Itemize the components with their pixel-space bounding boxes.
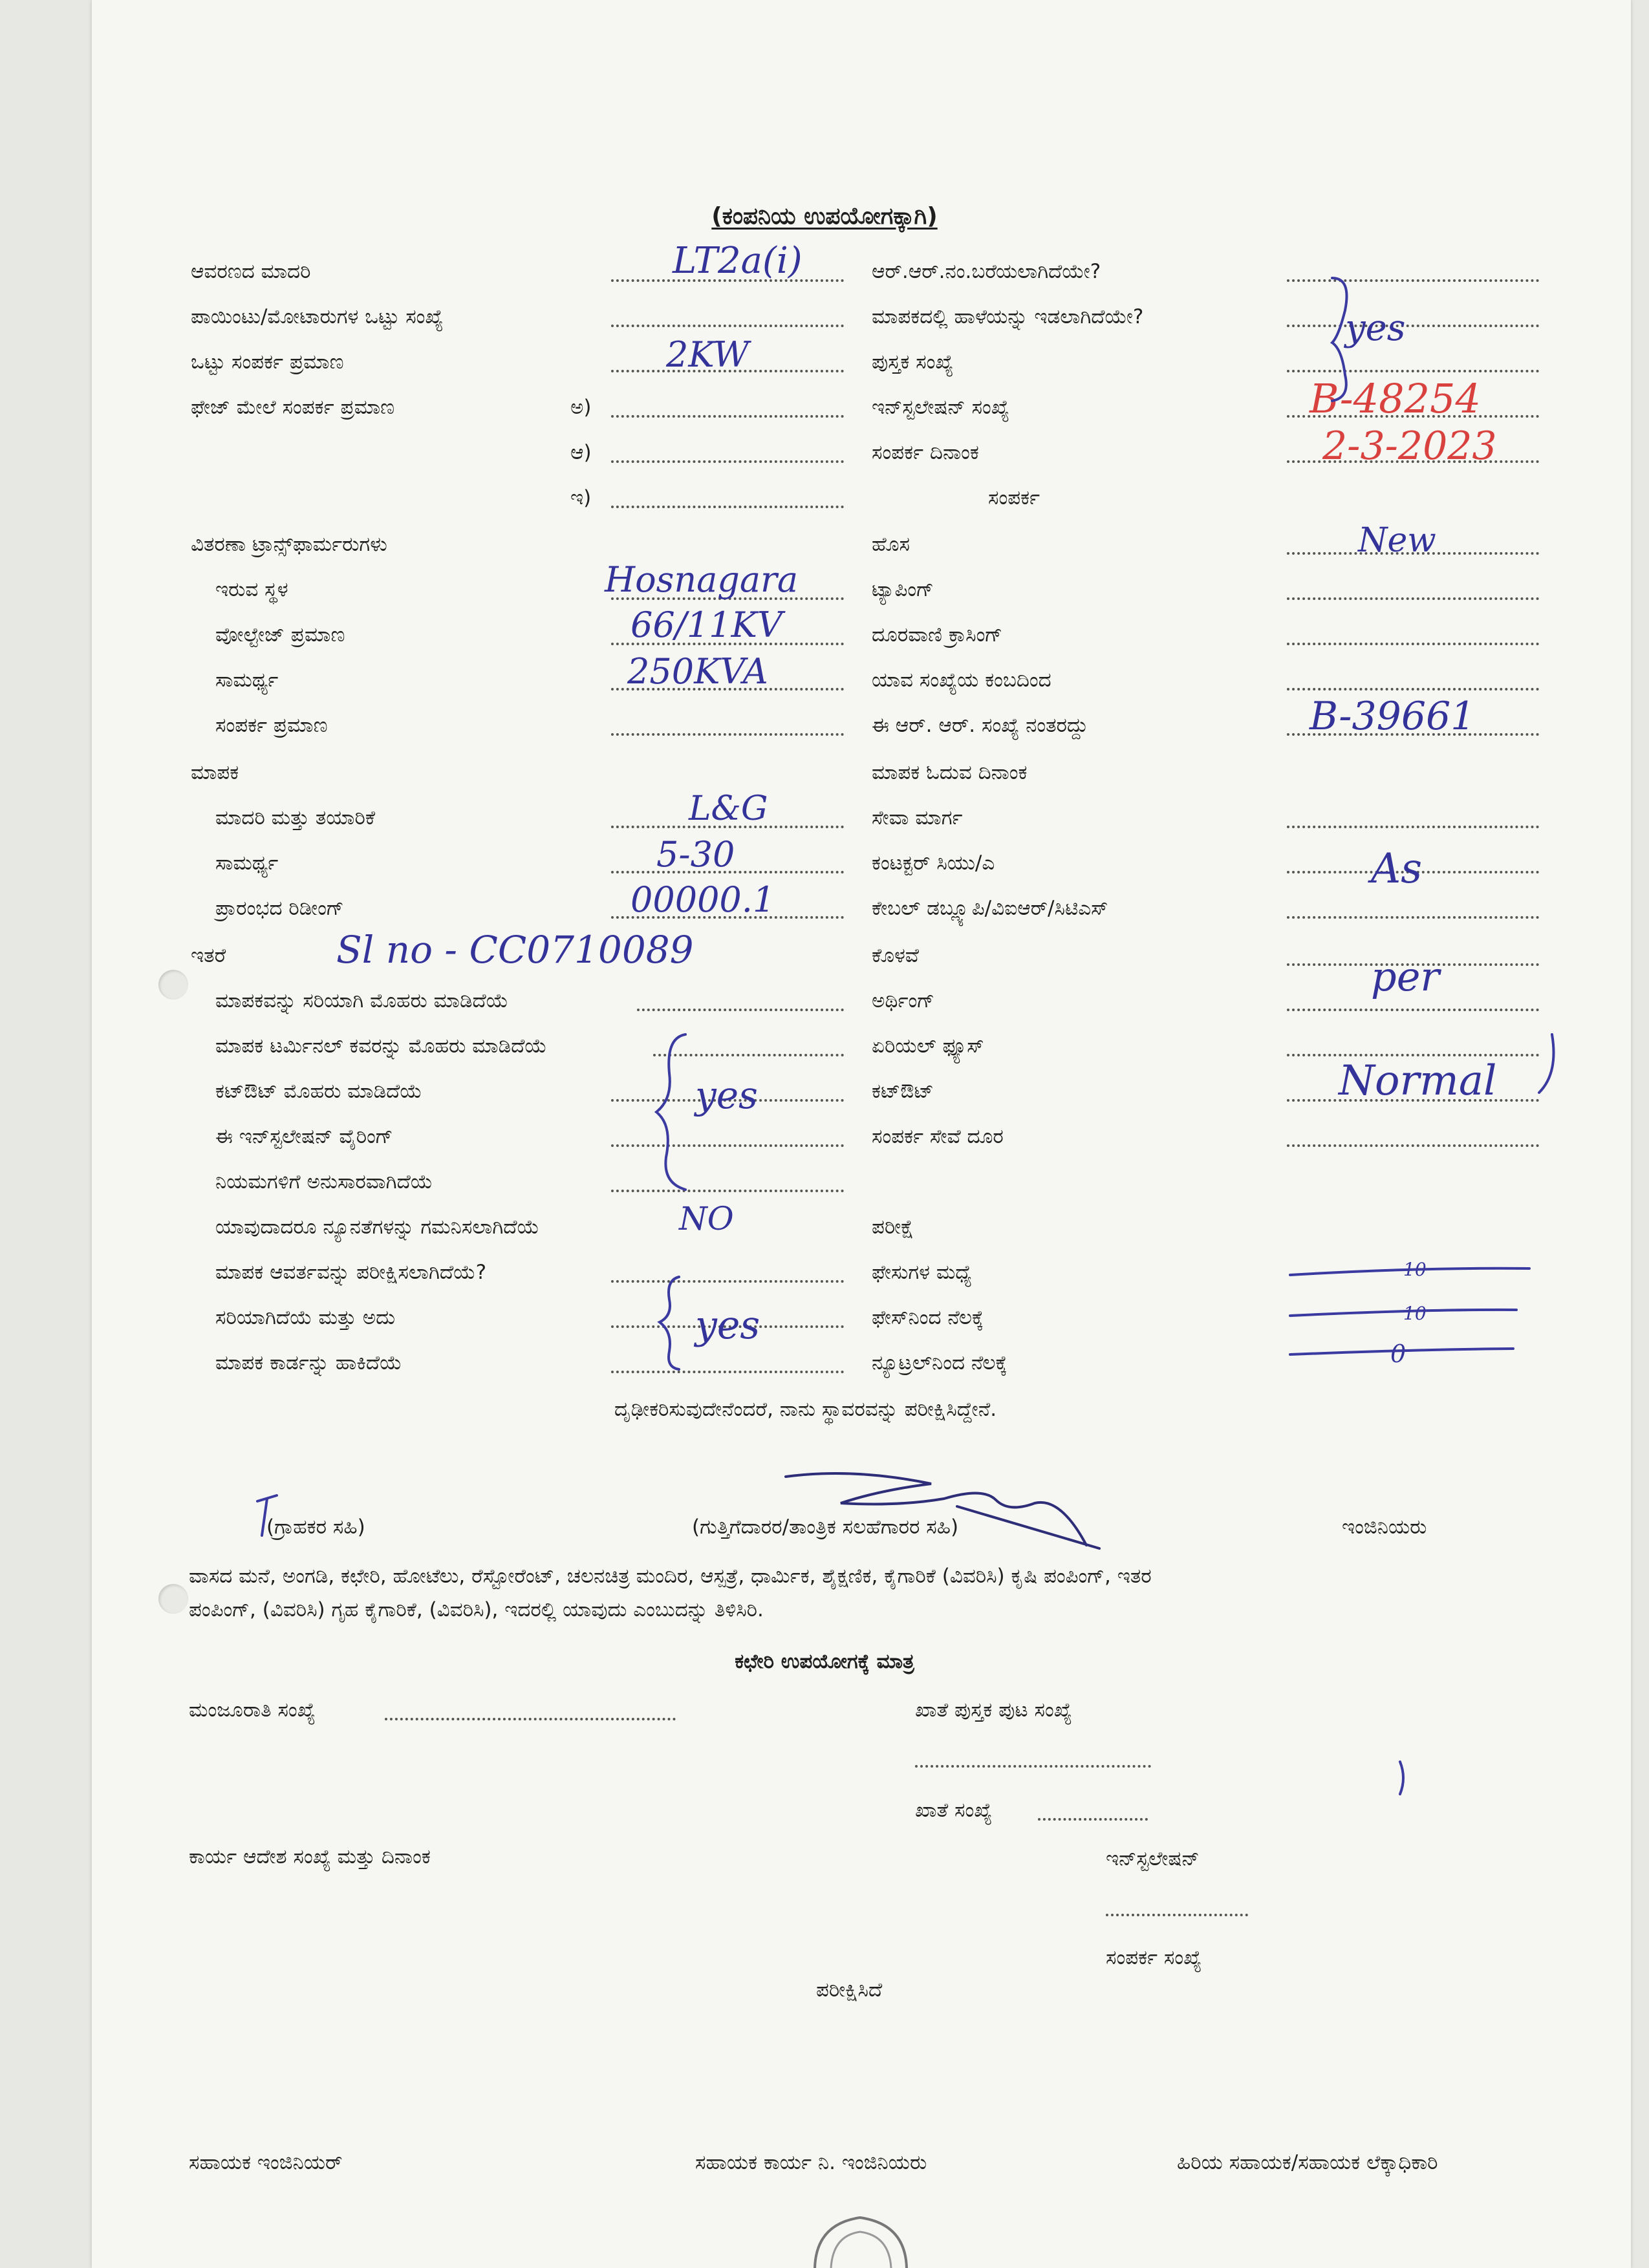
label-ledger-page: ಖಾತೆ ಪುಸ್ತಕ ಪುಟ ಸಂಖ್ಯೆ	[915, 1698, 1072, 1722]
label-installation-no: ಇನ್‌ಸ್ಟಲೇಷನ್ ಸಂಖ್ಯೆ	[872, 396, 1009, 419]
label-after-rr: ಈ ಆರ್. ಆರ್. ಸಂಖ್ಯೆ ನಂತರದ್ದು	[872, 714, 1088, 737]
hw-yes-1: yes	[1345, 307, 1406, 349]
label-connection: ಸಂಪರ್ಕ	[988, 486, 1040, 509]
label-points-total: ಪಾಯಿಂಟು/ಮೋಟಾರುಗಳ ಒಟ್ಟು ಸಂಖ್ಯೆ	[191, 305, 444, 328]
hw-yes-2: yes	[695, 1073, 758, 1117]
hw-tariff: LT2a(i)	[673, 240, 803, 282]
label-terminal-sealed: ಮಾಪಕ ಟರ್ಮಿನಲ್ ಕವರನ್ನು ಮೊಹರು ಮಾಡಿದೆಯೆ	[215, 1034, 547, 1058]
label-rotation-checked: ಮಾಪಕ ಆವರ್ತವನ್ನು ಪರೀಕ್ಷಿಸಲಾಗಿದೆಯೆ?	[215, 1261, 487, 1284]
label-sealed: ಮಾಪಕವನ್ನು ಸರಿಯಾಗಿ ಮೊಹರು ಮಾಡಿದೆಯೆ	[215, 989, 509, 1012]
label-aerial-fuse: ಏರಿಯಲ್ ಫ್ಯೂಸ್	[872, 1034, 984, 1058]
label-as-per-rules: ನಿಯಮಗಳಿಗೆ ಅನುಸಾರವಾಗಿದೆಯೆ	[215, 1170, 433, 1193]
label-between-phases: ಫೇಸುಗಳ ಮಧ್ಯೆ	[872, 1261, 972, 1284]
label-sheet-in-meter: ಮಾಪಕದಲ್ಲಿ ಹಾಳೆಯನ್ನು ಇಡಲಾಗಿದೆಯೇ?	[872, 305, 1144, 328]
hw-initial-reading: 00000.1	[630, 879, 775, 920]
label-voltage: ವೋಲ್ಟೇಜ್ ಪ್ರಮಾಣ	[215, 623, 345, 647]
label-sub-a: ಅ)	[570, 396, 592, 419]
label-neutral-earth: ನ್ಯೂಟ್ರಲ್‌ನಿಂದ ನೆಲಕ್ಕೆ	[872, 1351, 1008, 1375]
label-phase-load: ಫೇಜ್ ಮೇಲೆ ಸಂಪರ್ಕ ಪ್ರಮಾಣ	[191, 396, 395, 419]
label-rr-written: ಆರ್.ಆರ್.ನಂ.ಬರೆಯಲಾಗಿದೆಯೇ?	[872, 260, 1101, 283]
hw-no: NO	[679, 1200, 734, 1237]
hw-as: As	[1371, 845, 1423, 893]
form-title: (ಕಂಪನಿಯ ಉಪಯೋಗಕ್ಕಾಗಿ)	[711, 203, 938, 230]
dotted-line	[1038, 1818, 1148, 1821]
label-sanction-no: ಮಂಜೂರಾತಿ ಸಂಖ್ಯೆ	[189, 1698, 316, 1722]
label-service-distance: ಸಂಪರ್ಕ ಸೇವೆ ದೂರ	[872, 1125, 1004, 1148]
hw-connection-date: 2-3-2023	[1322, 423, 1497, 469]
certify-text: ದೃಢೀಕರಿಸುವುದೇನೆಂದರೆ, ನಾನು ಸ್ಥಾವರವನ್ನು ಪರೀಕ್ಷಿಸಿದ್ದೇನೆ.	[614, 1398, 997, 1421]
hw-after-rr: B-39661	[1310, 694, 1476, 739]
label-pole-no: ಯಾವ ಸಂಖ್ಯೆಯ ಕಂಬದಿಂದ	[872, 669, 1051, 692]
hw-ir-phase-earth: 10	[1403, 1303, 1427, 1324]
label-sub-aa: ಆ)	[570, 441, 592, 464]
label-cutout-sealed: ಕಟ್‌ಔಟ್ ಮೊಹರು ಮಾಡಿದೆಯೆ	[215, 1080, 422, 1103]
hw-total-load: 2KW	[666, 334, 749, 375]
label-connected-load: ಸಂಪರ್ಕ ಪ್ರಮಾಣ	[215, 714, 328, 737]
footer-assistant-engineer: ಸಹಾಯಕ ಇಂಜಿನಿಯರ್	[189, 2151, 343, 2174]
label-total-load: ಒಟ್ಟು ಸಂಪರ್ಕ ಪ್ರಮಾಣ	[191, 350, 344, 374]
hw-normal: Normal	[1339, 1057, 1497, 1105]
label-sub-i: ಇ)	[570, 486, 592, 509]
label-contactor: ಕಂಟಕ್ಟರ್ ಸಿಯು/ಎ	[872, 851, 995, 875]
hw-meter-capacity: 5-30	[656, 834, 735, 875]
hw-ir-phases: 10	[1403, 1259, 1427, 1280]
dotted-line	[1106, 1914, 1248, 1916]
label-wiring: ಈ ಇನ್‌ಸ್ಟಲೇಷನ್ ವೈರಿಂಗ್	[215, 1125, 393, 1148]
label-engineer: ಇಂಜಿನಿಯರು	[1342, 1515, 1427, 1539]
hw-capacity: 250KVA	[627, 651, 768, 692]
hw-location: Hosnagara	[605, 559, 799, 600]
hw-serial-number: Sl no - CC0710089	[336, 928, 694, 972]
office-use-heading: ಕಛೇರಿ ಉಪಯೋಗಕ್ಕೆ ಮಾತ್ರ	[735, 1650, 914, 1673]
label-contractor-signature: (ಗುತ್ತಿಗೆದಾರರ/ತಾಂತ್ರಿಕ ಸಲಹೆಗಾರರ ಸಹಿ)	[692, 1515, 959, 1539]
hw-yes-3: yes	[695, 1303, 760, 1348]
label-reading-date: ಮಾಪಕ ಓದುವ ದಿನಾಂಕ	[872, 761, 1028, 784]
label-meter-capacity: ಸಾಮರ್ಥ್ಯ	[215, 851, 279, 875]
label-book-no: ಪುಸ್ತಕ ಸಂಖ್ಯೆ	[872, 350, 954, 374]
label-test: ಪರೀಕ್ಷೆ	[872, 1215, 914, 1239]
label-tapping: ಟ್ಯಾಪಿಂಗ್	[872, 578, 934, 601]
label-phase-earth: ಫೇಸ್‌ನಿಂದ ನೆಲಕ್ಕೆ	[872, 1306, 984, 1329]
label-initial-reading: ಪ್ರಾರಂಭದ ರಿಡೀಂಗ್	[215, 897, 344, 920]
usage-line-2: ಪಂಪಿಂಗ್, (ವಿವರಿಸಿ) ಗೃಹ ಕೈಗಾರಿಕೆ, (ವಿವರಿಸಿ), ಇದರಲ್ಲಿ ಯಾವುದು ಎಂಬುದನ್ನು ತಿಳಿಸಿರಿ.	[189, 1598, 764, 1621]
label-other: ಇತರೆ	[191, 944, 226, 967]
label-card-fixed: ಮಾಪಕ ಕಾರ್ಡನ್ನು ಹಾಕಿದೆಯೆ	[215, 1351, 402, 1375]
label-installation: ಇನ್‌ಸ್ಟಲೇಷನ್	[1106, 1847, 1200, 1870]
label-defects: ಯಾವುದಾದರೂ ನ್ಯೂನತೆಗಳನ್ನು ಗಮನಿಸಲಾಗಿದೆಯೆ	[215, 1215, 540, 1239]
label-make: ಮಾದರಿ ಮತ್ತು ತಯಾರಿಕೆ	[215, 806, 376, 829]
label-location: ಇರುವ ಸ್ಥಳ	[215, 578, 288, 601]
label-earthing: ಅರ್ಥಿಂಗ್	[872, 989, 935, 1012]
hw-installation-no: B-48254	[1310, 375, 1481, 422]
hw-ir-neutral-earth: 0	[1390, 1340, 1406, 1368]
label-service-route: ಸೇವಾ ಮಾರ್ಗ	[872, 806, 963, 829]
label-consumer-signature: (ಗ್ರಾಹಕರ ಸಹಿ)	[266, 1515, 365, 1539]
hw-make: L&G	[689, 789, 768, 828]
label-connection-no: ಸಂಪರ್ಕ ಸಂಖ್ಯೆ	[1106, 1946, 1202, 1969]
label-new: ಹೊಸ	[872, 533, 910, 556]
label-meter: ಮಾಪಕ	[191, 761, 239, 784]
label-transformers: ವಿತರಣಾ ಟ್ರಾನ್ಸ್‌ಫಾರ್ಮರುಗಳು	[191, 533, 387, 556]
label-account-no: ಖಾತೆ ಸಂಖ್ಯೆ	[915, 1799, 993, 1822]
label-cable: ಕೇಬಲ್ ಡಬ್ಲ್ಯೂಪಿ/ವಿಐಆರ್/ಸಿಟಿಎಸ್	[872, 897, 1108, 920]
usage-line-1: ವಾಸದ ಮನೆ, ಅಂಗಡಿ, ಕಛೇರಿ, ಹೋಟೆಲು, ರೆಸ್ಟೋರೆಂಟ್, ಚಲನಚಿತ್ರ ಮಂದಿರ, ಆಸ್ಪತ್ರೆ, ಧಾರ್ಮಿಕ, ಶೈಕ್ಷಣಿಕ, ಕೈಗಾರಿಕೆ (ವಿವರಿಸಿ) ಕೃಷಿ ಪಂಪಿಂಗ್, ಇತರ	[189, 1565, 1152, 1588]
label-cutout: ಕಟ್‌ಔಟ್	[872, 1080, 934, 1103]
label-work-order: ಕಾರ್ಯ ಆದೇಶ ಸಂಖ್ಯೆ ಮತ್ತು ದಿನಾಂಕ	[189, 1845, 431, 1868]
label-pipe: ಕೊಳವೆ	[872, 944, 919, 967]
label-premises-type: ಆವರಣದ ಮಾದರಿ	[191, 260, 311, 283]
dotted-line	[915, 1765, 1151, 1768]
hw-voltage: 66/11KV	[630, 604, 782, 645]
label-checked: ಪರೀಕ್ಷಿಸಿದೆ	[816, 1978, 883, 2002]
label-telephone-crossing: ದೂರವಾಣಿ ಕ್ರಾಸಿಂಗ್	[872, 623, 1003, 647]
label-capacity: ಸಾಮರ್ಥ್ಯ	[215, 669, 279, 692]
label-connection-date: ಸಂಪರ್ಕ ದಿನಾಂಕ	[872, 441, 979, 464]
dotted-line	[385, 1718, 676, 1720]
footer-accounts-officer: ಹಿರಿಯ ಸಹಾಯಕ/ಸಹಾಯಕ ಲೆಕ್ಕಾಧಿಕಾರಿ	[1177, 2151, 1438, 2174]
hw-per: per	[1371, 953, 1440, 1000]
footer-assistant-executive-engineer: ಸಹಾಯಕ ಕಾರ್ಯ ನಿ. ಇಂಜಿನಿಯರು	[695, 2151, 927, 2174]
hw-new: New	[1358, 521, 1436, 560]
label-correct: ಸರಿಯಾಗಿದೆಯೆ ಮತ್ತು ಅದು	[215, 1306, 396, 1329]
